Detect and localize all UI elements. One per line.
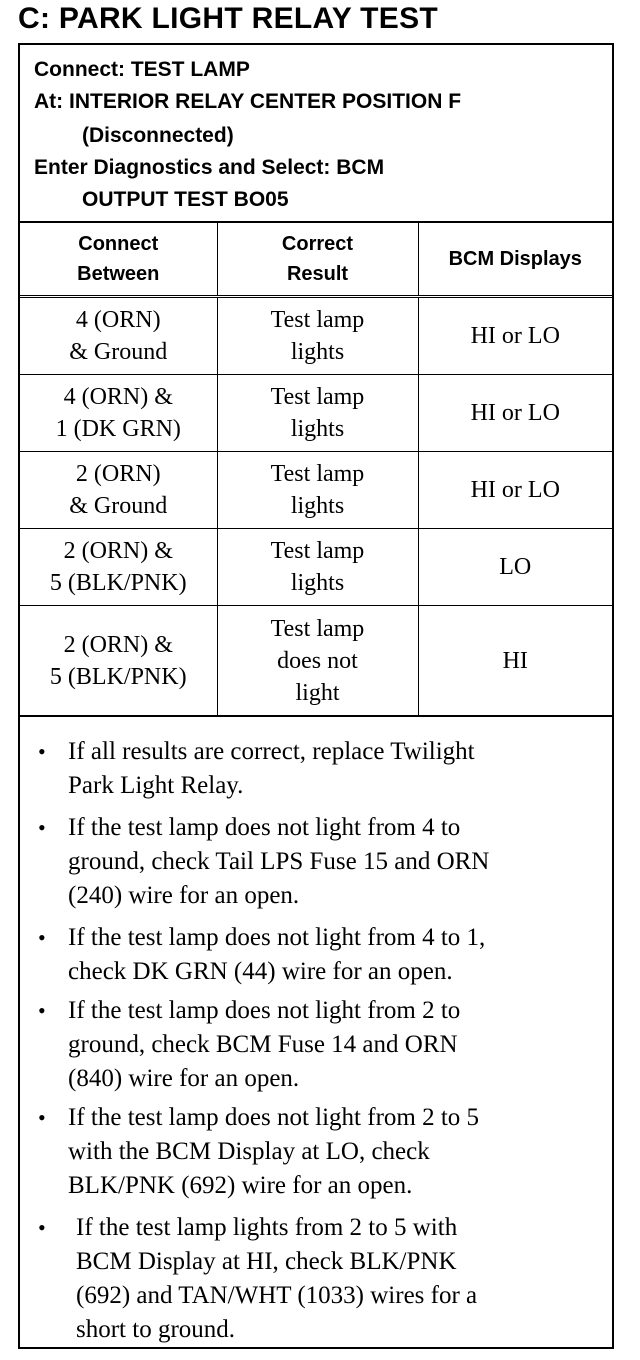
test-table bbox=[20, 223, 612, 717]
notes-list: • If all results are correct, replace Twilight Park Light Relay. • If the test lamp does not light from 4 to ground, check Tail LPS Fuse 15 and ORN (240) wire for an open. • If the test lamp does not light from 4 to 1, check DK GRN (44) wire for an open. • If the test lamp does not light from 2 to ground, check BCM Fuse 14 and ORN (840) wire for an open. • If the test lamp does not light from 2 to 5 with the BCM Display at LO, check BLK/PNK (692) wire for an open. • If the test lamp lights from 2 to 5 with BCM Display at HI, check BLK/PNK (692) and TAN/WHT (1033) wires for a short to ground. bbox=[20, 728, 612, 1347]
setup-line-at: At: INTERIOR RELAY CENTER POSITION F bbox=[34, 90, 462, 113]
test-procedure-box bbox=[18, 43, 614, 1349]
header-bcm-displays: BCM Displays bbox=[418, 223, 612, 297]
cell-connect-between: 2 (ORN) & Ground bbox=[20, 452, 217, 529]
cell-correct-result: Test lamp lights bbox=[217, 452, 418, 529]
cell-correct-result: Test lamp does not light bbox=[217, 606, 418, 717]
setup-line-output-test: OUTPUT TEST BO05 bbox=[82, 188, 289, 211]
table-row bbox=[20, 297, 612, 375]
setup-line-disconnected: (Disconnected) bbox=[82, 124, 234, 147]
cell-bcm-display: HI or LO bbox=[418, 375, 612, 452]
table-row bbox=[20, 606, 612, 717]
header-connect-between: Connect Between bbox=[20, 223, 217, 297]
bullet-icon: • bbox=[38, 1105, 46, 1130]
table-row bbox=[20, 375, 612, 452]
cell-connect-between: 2 (ORN) & 5 (BLK/PNK) bbox=[20, 529, 217, 606]
bullet-icon: • bbox=[38, 998, 46, 1023]
table-row bbox=[20, 452, 612, 529]
page-title: C: PARK LIGHT RELAY TEST bbox=[18, 2, 439, 35]
cell-bcm-display: LO bbox=[418, 529, 612, 606]
setup-instructions bbox=[20, 45, 612, 223]
bullet-icon: • bbox=[38, 739, 46, 764]
header-correct-result: Correct Result bbox=[217, 223, 418, 297]
cell-connect-between: 2 (ORN) & 5 (BLK/PNK) bbox=[20, 606, 217, 717]
setup-line-enter-diagnostics: Enter Diagnostics and Select: BCM bbox=[34, 156, 385, 179]
cell-bcm-display: HI or LO bbox=[418, 452, 612, 529]
cell-connect-between: 4 (ORN) & 1 (DK GRN) bbox=[20, 375, 217, 452]
cell-connect-between: 4 (ORN) & Ground bbox=[20, 297, 217, 375]
cell-correct-result: Test lamp lights bbox=[217, 297, 418, 375]
table-header-row bbox=[20, 223, 612, 297]
cell-correct-result: Test lamp lights bbox=[217, 375, 418, 452]
cell-correct-result: Test lamp lights bbox=[217, 529, 418, 606]
bullet-icon: • bbox=[38, 1215, 46, 1240]
cell-bcm-display: HI or LO bbox=[418, 297, 612, 375]
bullet-icon: • bbox=[38, 815, 46, 840]
cell-bcm-display: HI bbox=[418, 606, 612, 717]
setup-line-connect: Connect: TEST LAMP bbox=[34, 58, 250, 81]
table-row bbox=[20, 529, 612, 606]
bullet-icon: • bbox=[38, 925, 46, 950]
